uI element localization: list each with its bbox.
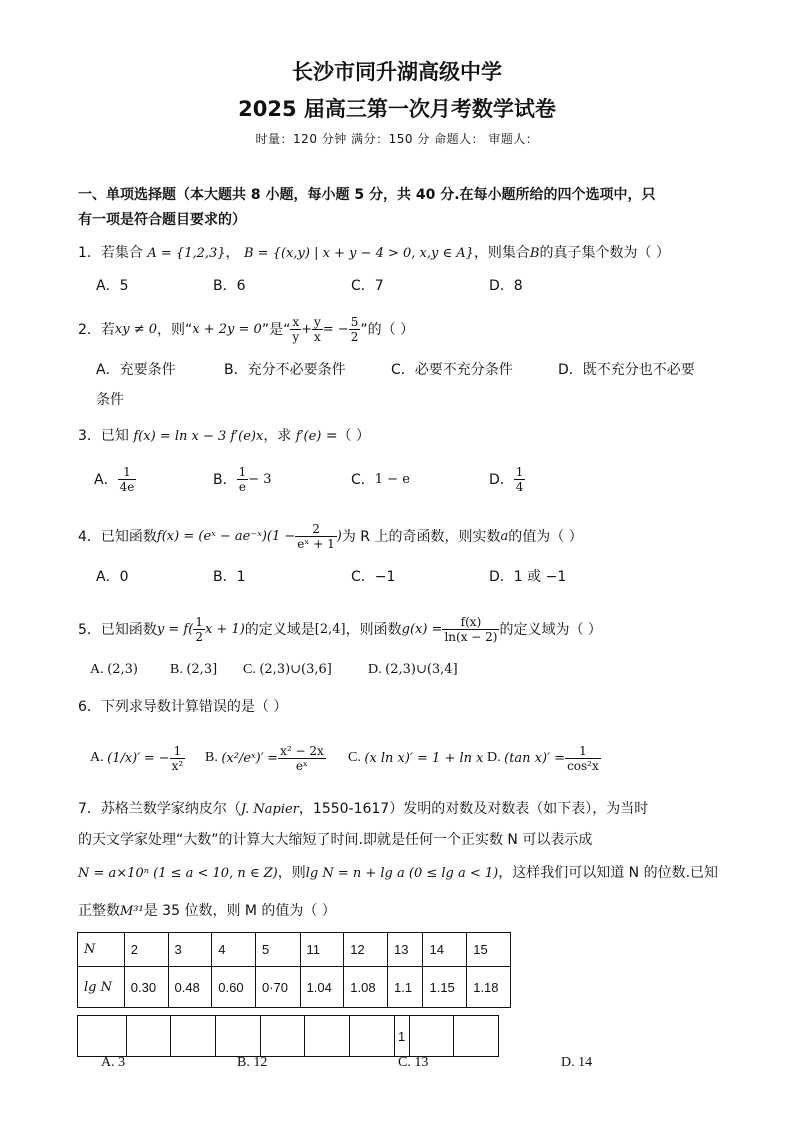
option-a xyxy=(90,734,185,782)
table-cell xyxy=(409,1016,454,1057)
question-6 xyxy=(78,696,287,716)
option-b xyxy=(205,734,326,782)
denominator: cos²x xyxy=(567,758,599,773)
question-7-line2: 的天文学家处理“大数”的计算大大缩短了时间.即就是任何一个正实数 N 可以表示成 xyxy=(78,832,593,848)
table-cell: lg N xyxy=(78,967,125,1008)
math-eq: = xyxy=(267,750,279,766)
math-fraction-g xyxy=(442,615,499,644)
table-cell xyxy=(260,1016,305,1057)
option-a xyxy=(90,662,138,678)
option-d: D. 14 xyxy=(561,1055,593,1070)
option-label: A． xyxy=(94,472,118,488)
question-text: ，这样我们可以知道 N 的位数.已知 xyxy=(498,865,719,881)
table-cell: 1.15 xyxy=(423,967,467,1008)
option-b: B．1 xyxy=(213,569,246,585)
table-cell xyxy=(454,1016,499,1057)
denominator: ln(x − 2) xyxy=(444,629,498,644)
option-a: A．充要条件 xyxy=(96,362,176,378)
question-text: =（ ） xyxy=(321,428,371,444)
table-cell: 4 xyxy=(212,933,256,967)
math-scientific: N = a×10ⁿ (1 ≤ a < 10, n ∈ Z) xyxy=(78,866,278,881)
math-var: B xyxy=(529,246,540,261)
question-number: 1． xyxy=(78,245,101,261)
option-label: A. xyxy=(90,750,104,765)
option-d: D．1 或 −1 xyxy=(489,569,567,585)
option-b: B. 12 xyxy=(237,1055,268,1070)
numerator: x² − 2x xyxy=(280,743,324,758)
denominator: eˣ xyxy=(295,758,308,773)
math-var: a xyxy=(500,528,509,544)
math-fraction xyxy=(170,744,186,773)
table-row xyxy=(78,933,511,967)
question-text: 的值为（ ） xyxy=(508,529,583,545)
question-text: 苏格兰数学家纳皮尔（ xyxy=(100,801,241,817)
table-cell: 15 xyxy=(467,933,511,967)
question-text: ，1550-1617）发明的对数及对数表（如下表），为当时 xyxy=(298,801,649,817)
question-7-line1 xyxy=(78,798,648,818)
option-d xyxy=(489,458,525,500)
option-a: A．0 xyxy=(96,569,129,585)
question-4 xyxy=(78,512,583,560)
option-label: D. xyxy=(368,662,382,677)
option-label: C. xyxy=(243,662,256,677)
denominator: 4 xyxy=(515,479,524,494)
section-heading-line1: 一、单项选择题（本大题共 8 小题，每小题 5 分，共 40 分.在每小题所给的四个选项中，只 xyxy=(78,187,656,203)
question-text: 已知函数 xyxy=(100,529,157,545)
numerator: f(x) xyxy=(442,615,499,630)
option-label: A. xyxy=(90,662,104,677)
question-text: ，则“ xyxy=(157,322,193,338)
exam-meta: 时量：120 分钟 满分：150 分 命题人： 审题人： xyxy=(255,132,539,146)
option-d-wrap: 条件 xyxy=(96,392,124,408)
option-fraction xyxy=(118,465,137,494)
option-label: D. xyxy=(487,750,501,765)
option-value: (2,3] xyxy=(186,662,218,677)
numerator: 2 xyxy=(295,522,337,537)
question-text: ，则函数 xyxy=(345,622,402,638)
exam-title: 2025 届高三第一次月考数学试卷 xyxy=(238,97,556,121)
question-number: 2． xyxy=(78,322,101,338)
table-cell xyxy=(215,1016,260,1057)
question-1 xyxy=(78,242,670,262)
option-d xyxy=(487,734,601,782)
question-text: 若 xyxy=(100,322,115,338)
blank-table xyxy=(77,1015,499,1057)
question-text: 正整数 xyxy=(78,903,120,919)
math-fraction xyxy=(565,744,601,773)
math-function-tail: ) xyxy=(336,528,342,544)
table-cell xyxy=(126,1016,171,1057)
numerator: 1 xyxy=(170,744,186,759)
math-rhs: = − xyxy=(322,321,349,337)
denominator: 2 xyxy=(350,329,359,344)
math-function-head: y = f( xyxy=(156,621,194,637)
math-fraction xyxy=(295,522,337,551)
option-a xyxy=(94,458,136,500)
option-value: (2,3)∪(3,6] xyxy=(259,662,332,677)
option-b: B．6 xyxy=(213,278,246,294)
table-row xyxy=(78,967,511,1008)
denominator: x² xyxy=(171,758,184,773)
table-cell: 12 xyxy=(344,933,388,967)
option-label: C. xyxy=(348,750,361,765)
numerator: 1 xyxy=(515,464,524,479)
math-g-head: g(x) = xyxy=(401,621,443,637)
option-value: 1 − e xyxy=(374,471,410,487)
question-text: 已知函数 xyxy=(100,622,157,638)
math-set-b: B = {(x,y) | x + y − 4 > 0, x,y ∈ A} xyxy=(244,246,474,261)
math-log: lg N = n + lg a (0 ≤ lg a < 1) xyxy=(305,866,499,881)
math-set-a: A = {1,2,3} xyxy=(147,246,226,261)
question-text: 是 35 位数，则 M 的值为（ ） xyxy=(143,903,336,919)
question-text: 的定义域为（ ） xyxy=(499,622,602,638)
option-c: C．必要不充分条件 xyxy=(391,362,513,378)
math-expression: (x ln x)′ = 1 + ln x xyxy=(364,750,484,766)
table-cell: 11 xyxy=(300,933,344,967)
option-d xyxy=(368,662,458,678)
option-c: C．7 xyxy=(351,278,384,294)
table-cell: N xyxy=(78,933,125,967)
table-row xyxy=(78,1016,499,1057)
option-c xyxy=(243,662,332,678)
question-text: ，求 xyxy=(263,428,292,444)
question-7-line4 xyxy=(78,900,336,920)
question-3 xyxy=(78,425,370,445)
option-label: B. xyxy=(170,662,183,677)
option-tail: − 3 xyxy=(248,471,272,487)
option-d: D．8 xyxy=(489,278,523,294)
question-number: 6． xyxy=(78,699,101,715)
numerator: 1 xyxy=(565,744,601,759)
option-c xyxy=(348,734,483,782)
question-text: 下列求导数计算错误的是（ ） xyxy=(100,699,288,715)
option-label: B． xyxy=(213,472,237,488)
option-b xyxy=(170,662,217,678)
math-lhs: (tan x)′ = xyxy=(504,750,566,766)
option-a: A. 3 xyxy=(101,1055,126,1070)
math-fraction-half xyxy=(193,615,205,644)
option-c: C. 13 xyxy=(398,1055,429,1070)
table-cell: 1.04 xyxy=(300,967,344,1008)
denominator: 2 xyxy=(195,629,203,644)
option-value: (2,3)∪(3,4] xyxy=(385,662,458,677)
question-text: ，则 xyxy=(277,865,306,881)
denominator: eˣ + 1 xyxy=(297,536,335,551)
table-cell xyxy=(350,1016,395,1057)
option-value: (2,3) xyxy=(107,662,138,677)
question-text: 的真子集个数为（ ） xyxy=(539,245,670,261)
option-c: C．−1 xyxy=(351,569,396,585)
math-plus: + xyxy=(301,321,313,337)
numerator: 1 xyxy=(195,614,203,629)
math-domain: [2,4] xyxy=(314,621,346,637)
punctuation: ， xyxy=(225,245,240,261)
question-2 xyxy=(78,306,414,352)
math-eq: = − xyxy=(143,750,170,766)
math-function-tail: x + 1) xyxy=(204,621,245,637)
section-heading-line2: 有一项是符合题目要求的） xyxy=(78,212,246,228)
table-cell: 3 xyxy=(168,933,212,967)
option-b: B．充分不必要条件 xyxy=(224,362,346,378)
option-fraction xyxy=(237,465,249,494)
school-title: 长沙市同升湖高级中学 xyxy=(292,60,502,84)
question-text: ，则集合 xyxy=(473,245,530,261)
fraction-five-halves xyxy=(349,315,361,344)
numerator: 1 xyxy=(118,465,137,480)
math-equation: x + 2y = 0 xyxy=(192,321,262,337)
denominator: e xyxy=(238,479,246,494)
option-label: C． xyxy=(351,472,375,488)
denominator: x xyxy=(314,329,321,344)
math-lhs: (1/x)′ xyxy=(107,750,141,766)
fraction-y-over-x xyxy=(312,315,323,344)
table-cell xyxy=(171,1016,216,1057)
option-b xyxy=(213,458,272,500)
log-table xyxy=(77,932,511,1008)
table-cell: 0.30 xyxy=(124,967,168,1008)
name-italic: J. Napier xyxy=(240,802,299,817)
question-5 xyxy=(78,604,602,654)
math-function-head: f(x) = (eˣ − ae⁻ˣ)(1 − xyxy=(156,528,296,544)
table-cell: 2 xyxy=(124,933,168,967)
option-label: D． xyxy=(489,472,514,488)
option-fraction xyxy=(514,465,526,494)
question-number: 4． xyxy=(78,529,101,545)
table-cell: 1.18 xyxy=(467,967,511,1008)
question-7-line3 xyxy=(78,862,718,882)
math-fraction xyxy=(278,744,326,773)
denominator: 4e xyxy=(119,479,135,494)
table-cell: 0.48 xyxy=(168,967,212,1008)
numerator: x xyxy=(292,314,300,329)
math-lhs: (x²/eˣ)′ xyxy=(221,750,264,766)
table-cell: 0.60 xyxy=(212,967,256,1008)
math-function: f(x) = ln x − 3 f′(e)x xyxy=(133,429,264,444)
question-text: 已知 xyxy=(100,428,129,444)
table-cell xyxy=(78,1016,127,1057)
table-cell: 0·70 xyxy=(256,967,301,1008)
table-cell: 5 xyxy=(256,933,301,967)
question-number: 3． xyxy=(78,428,101,444)
question-text: 的定义域是 xyxy=(244,622,315,638)
option-d: D．既不充分也不必要 xyxy=(558,362,695,378)
question-text: ”是“ xyxy=(261,322,291,338)
table-cell: 1 xyxy=(394,1016,409,1057)
table-cell: 1.08 xyxy=(344,967,388,1008)
fraction-x-over-y xyxy=(290,315,301,344)
denominator: y xyxy=(292,329,300,344)
numerator: y xyxy=(314,314,321,329)
table-cell: 13 xyxy=(388,933,423,967)
math-derivative: f′(e) xyxy=(295,429,322,444)
option-a: A．5 xyxy=(96,278,129,294)
numerator: 1 xyxy=(238,464,247,479)
question-text: 若集合 xyxy=(100,245,143,261)
option-label: B. xyxy=(205,750,218,765)
table-cell xyxy=(305,1016,350,1057)
question-number: 7． xyxy=(78,801,101,817)
numerator: 5 xyxy=(350,314,359,329)
table-cell: 1.1 xyxy=(388,967,423,1008)
math-power: M³¹ xyxy=(120,904,144,919)
math-condition: xy ≠ 0 xyxy=(114,321,158,337)
question-number: 5． xyxy=(78,622,101,638)
option-c xyxy=(351,458,410,500)
table-cell: 14 xyxy=(423,933,467,967)
question-text: 为 R 上的奇函数，则实数 xyxy=(341,529,501,545)
question-text: ”的（ ） xyxy=(360,322,415,338)
